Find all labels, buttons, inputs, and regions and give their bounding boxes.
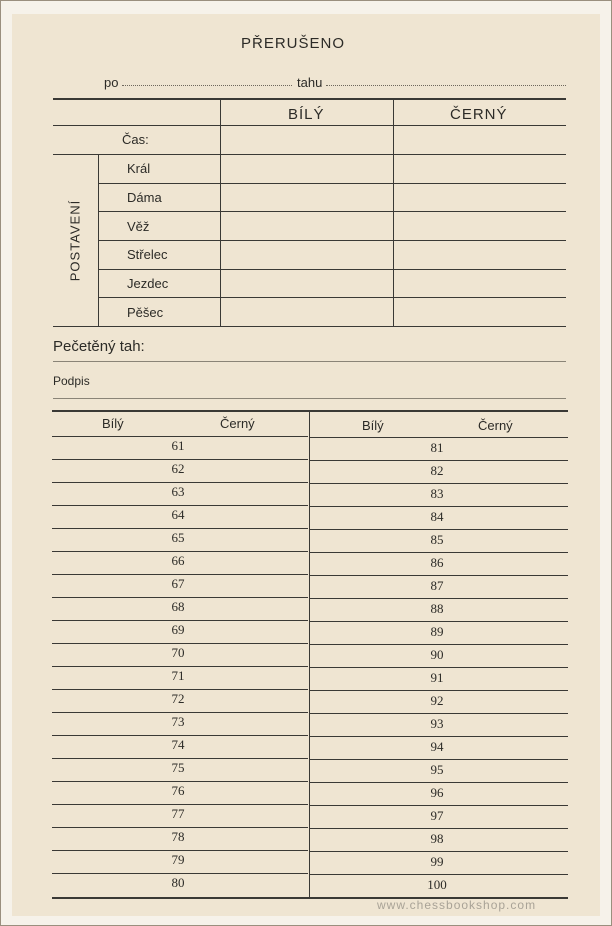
after-label: po: [104, 75, 119, 90]
move-number: 86: [430, 555, 444, 570]
piece-label-bishop: Střelec: [127, 247, 168, 262]
board-table-rule: [98, 297, 566, 298]
move-row-rule: [310, 483, 568, 484]
move-number: 87: [430, 578, 444, 593]
move-row-rule: [310, 552, 568, 553]
move-row-rule: [310, 575, 568, 576]
move-row-rule: [310, 736, 568, 737]
move-row-rule: [310, 506, 568, 507]
board-table-rule: [98, 183, 566, 184]
move-number: 62: [171, 461, 185, 476]
time-label: Čas:: [122, 132, 149, 147]
move-number: 81: [430, 440, 444, 455]
board-table-rule: [53, 125, 566, 126]
move-number: 73: [171, 714, 185, 729]
move-row-rule: [310, 805, 568, 806]
move-row-rule: [52, 827, 308, 828]
move-row-rule: [310, 759, 568, 760]
move-number: 77: [171, 806, 185, 821]
board-table-rule: [98, 240, 566, 241]
move-number: 64: [171, 507, 185, 522]
move-number: 90: [430, 647, 444, 662]
board-table-divider: [98, 154, 99, 326]
move-row-rule: [52, 482, 308, 483]
move-row-rule: [310, 529, 568, 530]
move-row-rule: [52, 712, 308, 713]
move-row-rule: [310, 851, 568, 852]
move-number: 61: [171, 438, 185, 453]
board-col-white-header: BÍLÝ: [288, 106, 325, 123]
move-number: 79: [171, 852, 185, 867]
move-row-rule: [52, 850, 308, 851]
watermark-url: www.chessbookshop.com: [377, 898, 537, 912]
board-table-top-rule: [53, 98, 566, 100]
sealed-move-line: [53, 361, 566, 362]
move-row-rule: [310, 713, 568, 714]
position-vertical-label: POSTAVENÍ: [67, 199, 83, 282]
move-row-rule: [310, 667, 568, 668]
board-table-bottom-rule: [53, 326, 566, 327]
move-number: 91: [430, 670, 444, 685]
moves-table-center-divider: [309, 411, 310, 898]
piece-label-rook: Věž: [127, 219, 150, 234]
move-number: 70: [171, 645, 185, 660]
move-number: 76: [171, 783, 185, 798]
move-row-rule: [52, 735, 308, 736]
move-number: 74: [171, 737, 185, 752]
move-row-rule: [310, 437, 568, 438]
moves-table-top-rule: [52, 410, 568, 412]
left-white-header: Bílý: [102, 416, 124, 431]
move-number: 92: [430, 693, 444, 708]
board-col-black-header: ČERNÝ: [450, 106, 508, 123]
move-number: 93: [430, 716, 444, 731]
move-number: 65: [171, 530, 185, 545]
piece-label-king: Král: [127, 161, 151, 176]
right-black-header: Černý: [478, 418, 513, 433]
move-row-rule: [52, 459, 308, 460]
move-number: 69: [171, 622, 185, 637]
move-row-rule: [52, 528, 308, 529]
move-label: tahu: [297, 75, 323, 90]
move-dotted-line: [326, 85, 566, 86]
move-row-rule: [52, 551, 308, 552]
move-row-rule: [310, 621, 568, 622]
move-row-rule: [52, 873, 308, 874]
board-table-rule: [98, 211, 566, 212]
piece-label-knight: Jezdec: [127, 276, 169, 291]
move-row-rule: [52, 620, 308, 621]
right-white-header: Bílý: [362, 418, 384, 433]
piece-label-queen: Dáma: [127, 190, 162, 205]
move-number: 63: [171, 484, 185, 499]
move-row-rule: [310, 874, 568, 875]
move-number: 67: [171, 576, 185, 591]
move-number: 85: [430, 532, 444, 547]
left-black-header: Černý: [220, 416, 255, 431]
move-row-rule: [310, 460, 568, 461]
sealed-move-label: Pečetěný tah:: [53, 338, 145, 355]
move-number: 98: [430, 831, 444, 846]
move-number: 68: [171, 599, 185, 614]
move-row-rule: [52, 643, 308, 644]
move-number: 84: [430, 509, 444, 524]
move-number: 72: [171, 691, 185, 706]
sheet-title: PŘERUŠENO: [241, 35, 346, 52]
move-number: 96: [430, 785, 444, 800]
move-row-rule: [310, 598, 568, 599]
move-row-rule: [310, 782, 568, 783]
signature-line: [53, 398, 566, 399]
move-number: 80: [171, 875, 185, 890]
move-row-rule: [52, 781, 308, 782]
board-table-rule: [98, 269, 566, 270]
move-row-rule: [52, 574, 308, 575]
after-dotted-line: [122, 85, 292, 86]
move-number: 89: [430, 624, 444, 639]
move-number: 66: [171, 553, 185, 568]
move-number: 100: [427, 877, 447, 892]
move-number: 94: [430, 739, 444, 754]
board-table-rule: [53, 154, 566, 155]
move-row-rule: [52, 436, 308, 437]
move-number: 71: [171, 668, 185, 683]
move-row-rule: [52, 597, 308, 598]
move-number: 99: [430, 854, 444, 869]
move-number: 82: [430, 463, 444, 478]
move-row-rule: [310, 644, 568, 645]
signature-label: Podpis: [53, 374, 90, 388]
move-number: 78: [171, 829, 185, 844]
move-row-rule: [52, 689, 308, 690]
move-row-rule: [52, 804, 308, 805]
move-number: 88: [430, 601, 444, 616]
move-number: 95: [430, 762, 444, 777]
board-table-divider: [393, 99, 394, 326]
move-row-rule: [52, 505, 308, 506]
move-number: 97: [430, 808, 444, 823]
move-row-rule: [52, 758, 308, 759]
move-number: 83: [430, 486, 444, 501]
move-row-rule: [310, 828, 568, 829]
move-row-rule: [310, 690, 568, 691]
piece-label-pawn: Pěšec: [127, 305, 164, 320]
move-row-rule: [52, 666, 308, 667]
move-number: 75: [171, 760, 185, 775]
board-table-divider: [220, 99, 221, 326]
